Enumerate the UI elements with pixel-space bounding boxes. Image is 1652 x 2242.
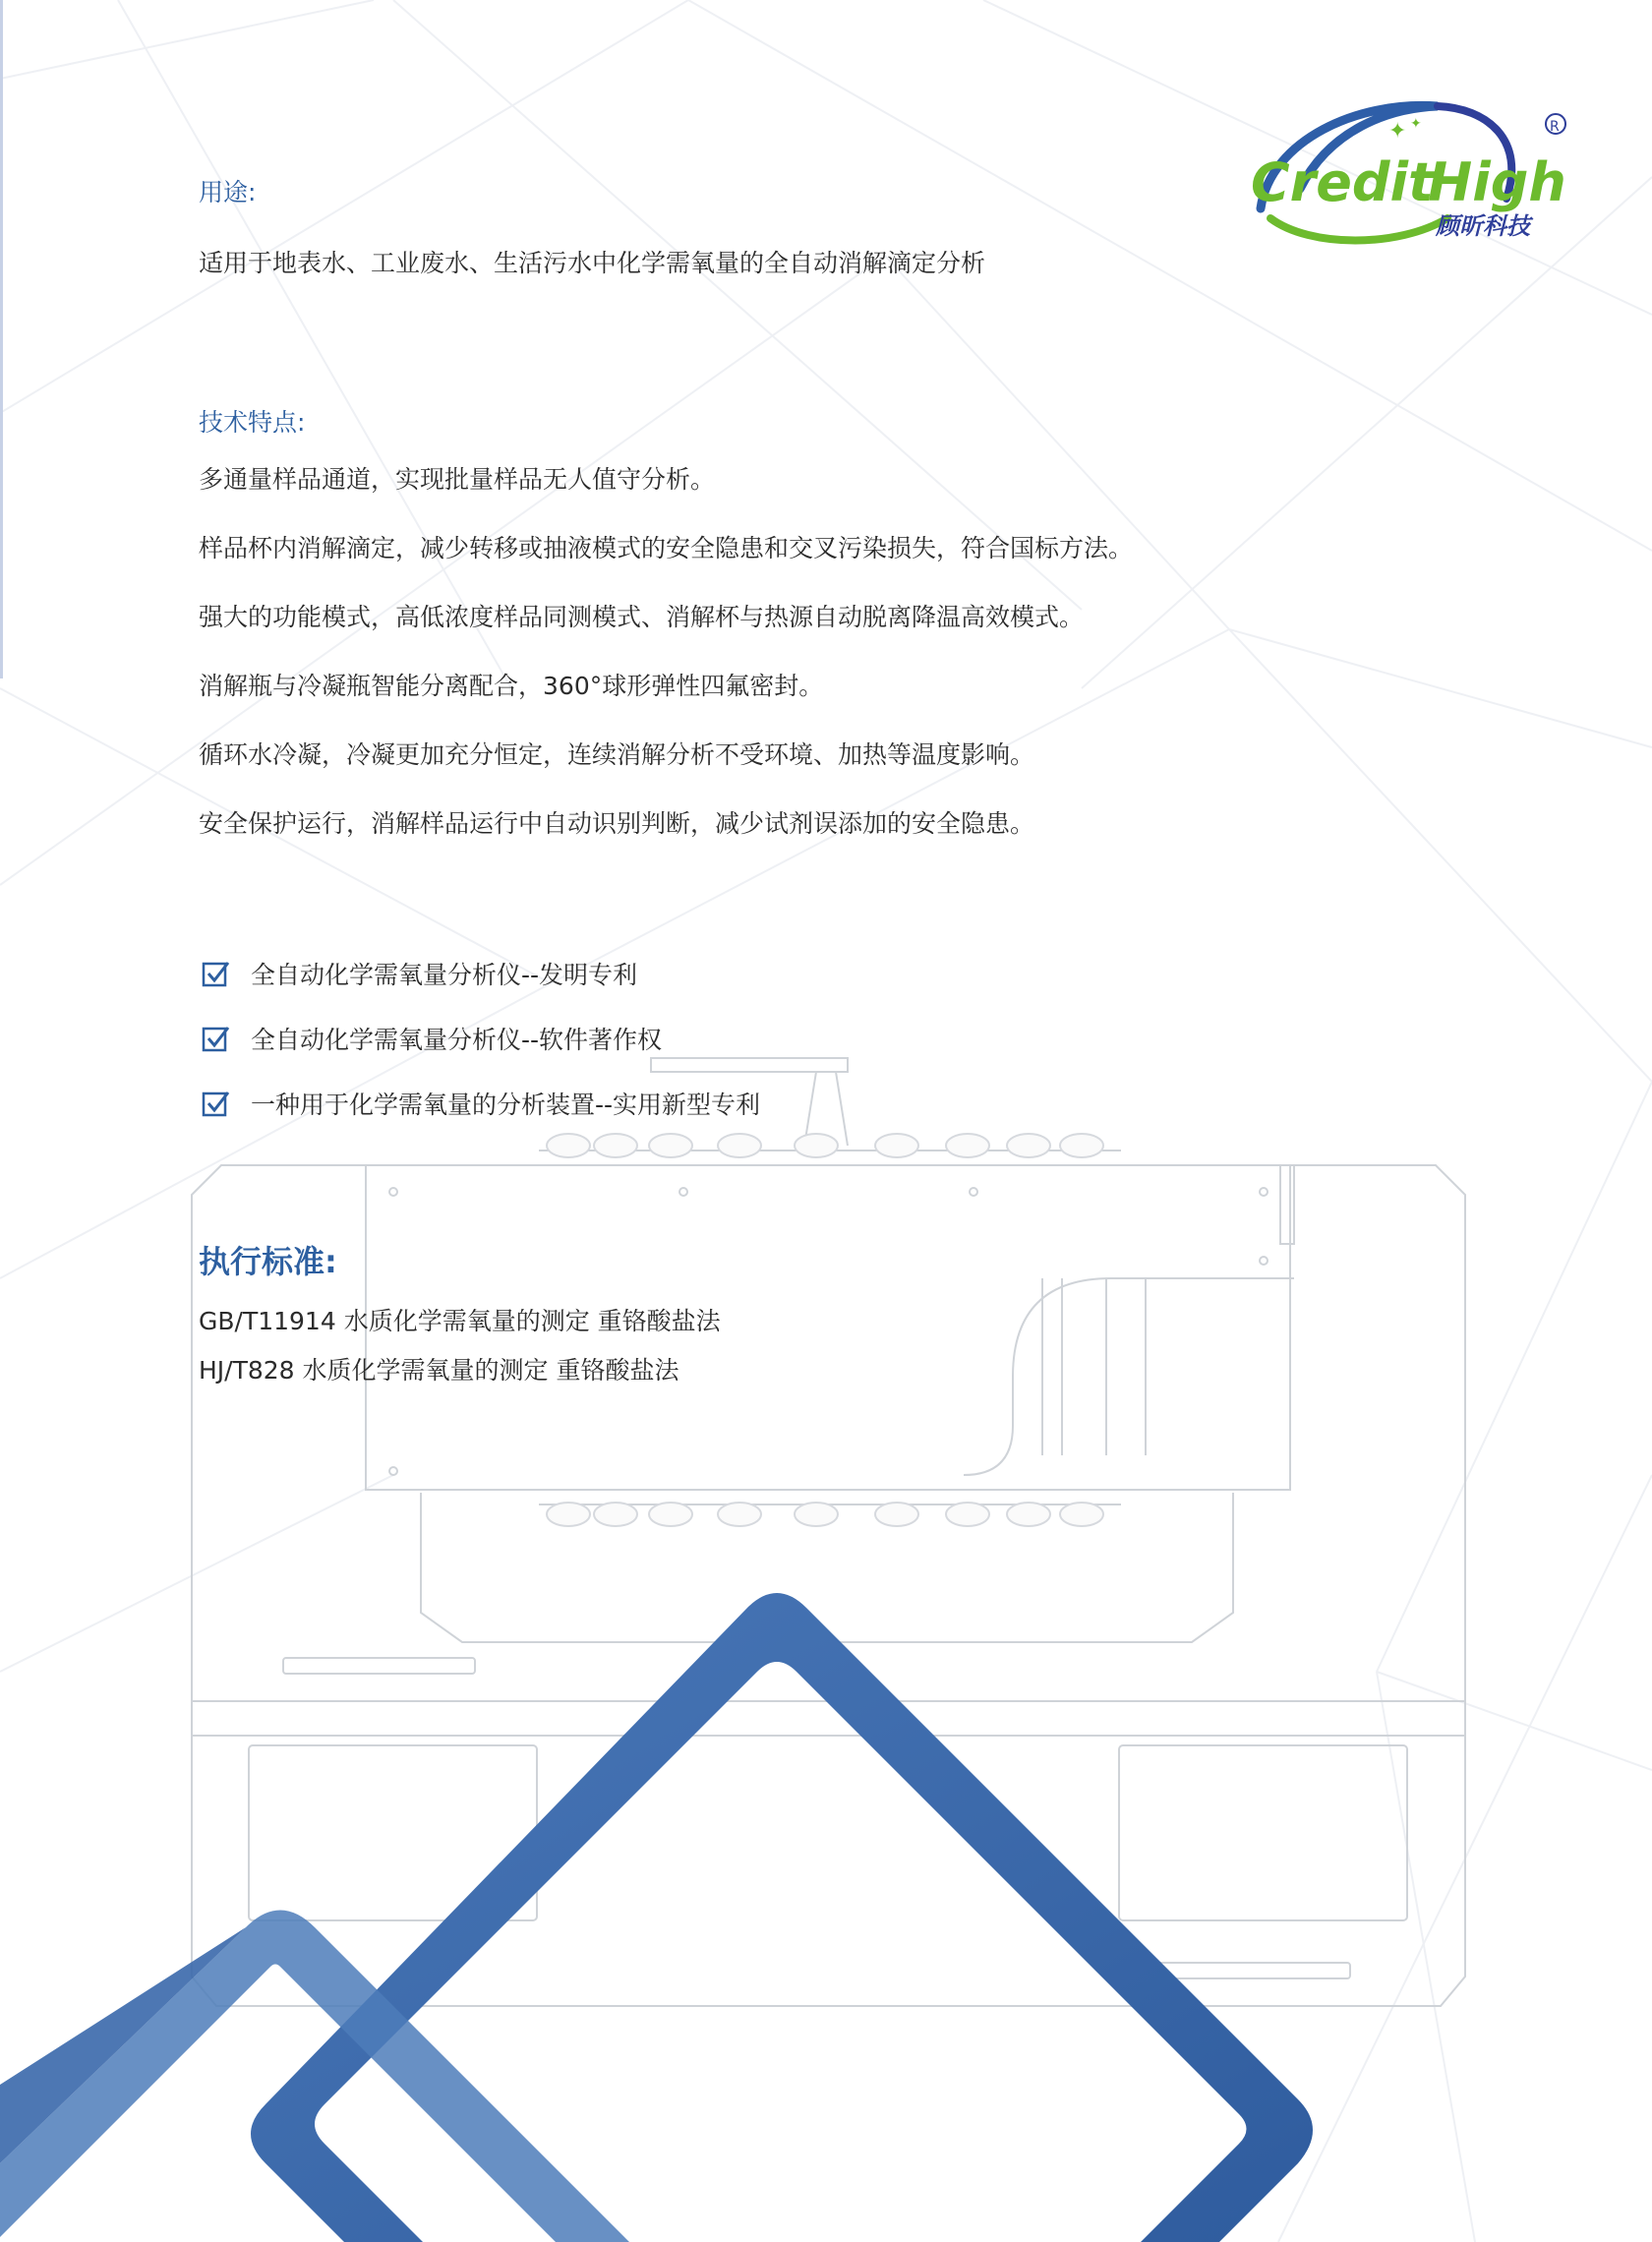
patent-label: 全自动化学需氧量分析仪--发明专利 [251, 961, 638, 989]
svg-text:High: High [1428, 151, 1566, 213]
purpose-text: 适用于地表水、工业废水、生活污水中化学需氧量的全自动消解滴定分析 [199, 249, 986, 277]
svg-text:✦: ✦ [1388, 119, 1407, 144]
feature-item: 多通量样品通道，实现批量样品无人值守分析。 [199, 465, 716, 494]
features-title: 技术特点: [199, 408, 306, 437]
patent-label: 全自动化学需氧量分析仪--软件著作权 [251, 1026, 663, 1054]
feature-item: 循环水冷凝，冷凝更加充分恒定，连续消解分析不受环境、加热等温度影响。 [199, 740, 1035, 769]
standards-title: 执行标准: [199, 1243, 337, 1280]
logo-wordmark: Credit [1251, 151, 1434, 213]
feature-item: 安全保护运行，消解样品运行中自动识别判断，减少试剂误添加的安全隐患。 [199, 809, 1035, 838]
svg-text:✦: ✦ [1410, 116, 1422, 132]
feature-item: 强大的功能模式，高低浓度样品同测模式、消解杯与热源自动脱离降温高效模式。 [199, 603, 1085, 631]
logo-cn: 顾昕科技 [1436, 212, 1530, 240]
purpose-title: 用途: [199, 178, 257, 206]
svg-text:R: R [1550, 119, 1560, 135]
feature-item: 消解瓶与冷凝瓶智能分离配合，360°球形弹性四氟密封。 [199, 672, 824, 700]
patent-label: 一种用于化学需氧量的分析装置--实用新型专利 [251, 1091, 761, 1119]
feature-item: 样品杯内消解滴定，减少转移或抽液模式的安全隐患和交叉污染损失，符合国标方法。 [199, 534, 1134, 562]
standard-item: GB/T11914 水质化学需氧量的测定 重铬酸盐法 [199, 1307, 721, 1335]
standard-item: HJ/T828 水质化学需氧量的测定 重铬酸盐法 [199, 1356, 679, 1385]
